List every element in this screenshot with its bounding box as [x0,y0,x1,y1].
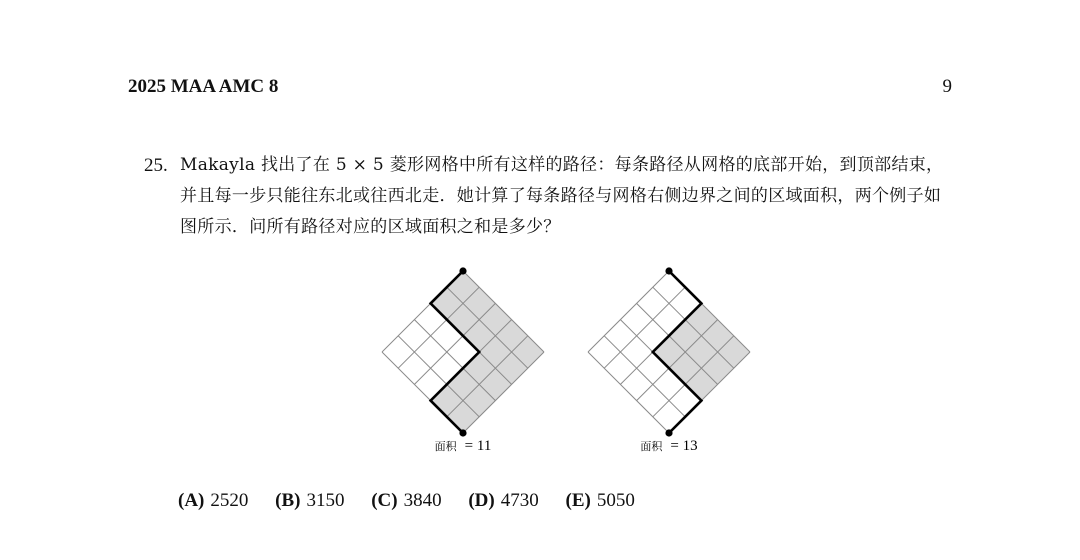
grid-line [637,320,718,401]
figure-caption-area-11 [435,437,492,454]
grid-line [431,320,512,401]
caption-equation: = 11 [464,438,492,454]
end-dot [665,267,672,274]
start-dot [665,429,672,436]
grid-line [588,352,669,433]
answer-choices [178,490,657,512]
figure-area-13 [588,267,750,436]
grid-line [669,352,750,433]
end-dot [459,267,466,274]
grid-line [447,336,528,417]
grid-line [653,336,734,417]
grid-line [620,303,701,384]
choice-letter: (A) [178,490,205,511]
choice-value: 3840 [403,490,442,511]
choice-e[interactable] [566,490,635,512]
grid-line [447,287,528,368]
choice-d[interactable] [468,490,538,512]
grid-line [669,271,750,352]
grid-line [604,336,685,417]
choice-letter: (D) [468,490,495,511]
grid-line [431,303,512,384]
grid-line [382,352,463,433]
page-number: 9 [942,76,952,97]
shaded-region [653,271,750,433]
choice-value: 2520 [210,490,249,511]
grid-line [604,287,685,368]
problem-number: 25. [144,155,168,176]
caption-equation: = 13 [670,438,698,454]
grid-line [414,303,495,384]
choice-value: 3150 [306,490,345,511]
figure-area-11 [382,267,544,436]
choice-letter: (B) [275,490,301,511]
lattice-path [431,271,480,433]
header-title: 2025 MAA AMC 8 [128,76,279,97]
choice-a[interactable] [178,490,248,512]
lattice-path [653,271,702,433]
start-dot [459,429,466,436]
shaded-region [431,271,544,433]
grid-line [414,320,495,401]
problem-25 [144,150,956,243]
figure-caption-area-13 [640,437,697,454]
grid-line [382,271,463,352]
choice-c[interactable] [371,490,441,512]
caption-label: 面积 [640,441,663,453]
choice-b[interactable] [275,490,344,512]
grid-line [463,352,544,433]
caption-label: 面积 [434,441,457,453]
grid-line [620,320,701,401]
grid-line [463,271,544,352]
grid-line [398,336,479,417]
problem-text: Makayla 找出了在 5 × 5 菱形网格中所有这样的路径：每条路径从网格的底部开始，到顶部结束，并且每一步只能往东北或往西北走．她计算了每条路径与网格右侧边界之间的区域面积，两个例子如图所示．问所有路径对应的区域面积之和是多少？ [180,155,944,237]
grid-line [637,303,718,384]
choice-letter: (C) [371,490,398,511]
grid-line [398,287,479,368]
grid-line [588,271,669,352]
grid-line [653,287,734,368]
choice-value: 5050 [596,490,635,511]
choice-letter: (E) [565,490,591,511]
choice-value: 4730 [500,490,539,511]
